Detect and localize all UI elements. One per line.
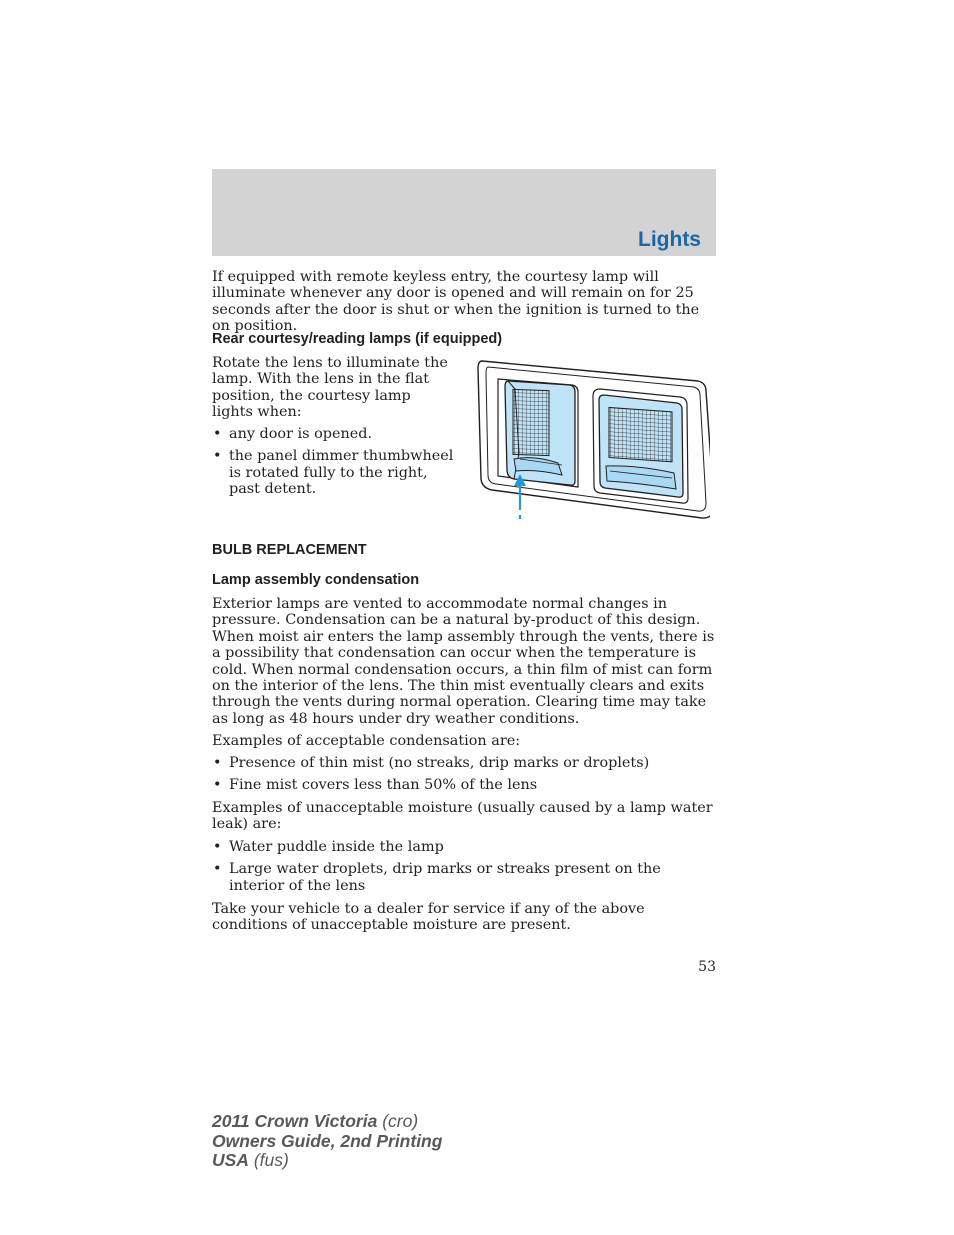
list-item: • Fine mist covers less than 50% of the lens <box>213 777 538 794</box>
footer-market: USA <box>212 1150 249 1170</box>
footer-model: 2011 Crown Victoria <box>212 1111 378 1131</box>
intro-paragraph: If equipped with remote keyless entry, the courtesy lamp will illuminate whenever any door is opened and will remain on for 25 seconds after the door is shut or when the ignition is turned to the on position. <box>212 269 700 335</box>
footer-model-code: (cro) <box>382 1111 419 1131</box>
acceptable-bullet-list <box>212 755 718 794</box>
footer-guide: Owners Guide, 2nd Printing <box>212 1130 443 1151</box>
list-item: • Water puddle inside the lamp <box>213 839 444 855</box>
list-item: • Large water droplets, drip marks or streaks present on the interior of the lens <box>213 861 661 894</box>
bulb-replacement-heading: BULB REPLACEMENT <box>212 542 367 558</box>
unacceptable-intro: Examples of unacceptable moisture (usually caused by a lamp water leak) are: <box>212 800 713 833</box>
list-item: • Presence of thin mist (no streaks, drip marks or droplets) <box>213 755 650 771</box>
footer-market-code: (fus) <box>253 1150 289 1170</box>
rear-lamps-bullet-list <box>212 426 462 498</box>
list-item: • the panel dimmer thumbwheel is rotated fully to the right, past detent. <box>213 448 454 498</box>
document-footer <box>212 1112 442 1171</box>
page-number: 53 <box>698 959 716 975</box>
rear-lamps-paragraph: Rotate the lens to illuminate the lamp. With the lens in the flat position, the courtesy lamp lights when: <box>212 355 448 421</box>
unacceptable-bullet-list <box>212 839 718 894</box>
rear-lamps-heading: Rear courtesy/reading lamps (if equipped) <box>212 331 503 347</box>
lamp-condensation-subheading: Lamp assembly condensation <box>212 572 420 588</box>
acceptable-intro: Examples of acceptable condensation are: <box>212 733 521 749</box>
section-header-band <box>212 169 716 256</box>
rear-courtesy-lamp-illustration-icon <box>474 355 710 523</box>
list-item: • any door is opened. <box>213 426 373 442</box>
section-title: Lights <box>638 228 701 251</box>
condensation-paragraph: Exterior lamps are vented to accommodate normal changes in pressure. Condensation can be a natural by-product of this design. When moist air enters the lamp assembly through the vents, there is a possibility that condensation can occur when the temperature is cold. When normal condensation occurs, a thin film of mist can form on the interior of the lens. The thin mist eventually clears and exits through the vents during normal operation. Clearing time may take as long as 48 hours under dry weather conditions. <box>212 596 715 727</box>
closing-paragraph: Take your vehicle to a dealer for service if any of the above conditions of unacceptable moisture are present. <box>212 901 645 934</box>
